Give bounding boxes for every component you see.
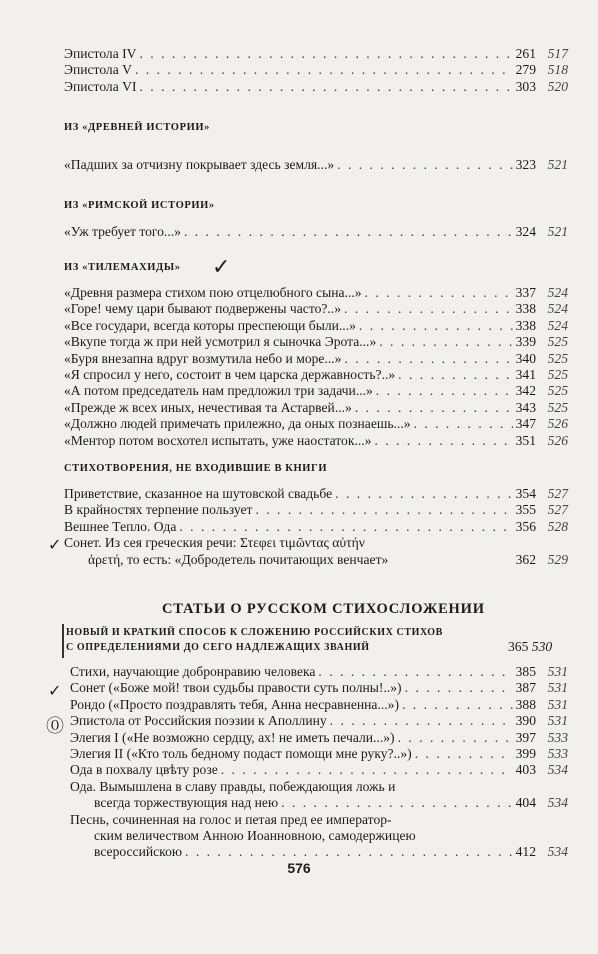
entry-page: 338 <box>515 301 536 317</box>
entry-commentary-page: 525 <box>547 350 568 366</box>
dot-leader <box>402 697 513 713</box>
dot-leader <box>281 795 512 811</box>
dot-leader <box>185 844 513 860</box>
entry-title-cont: всегда торжествующия над нею <box>94 795 279 811</box>
dot-leader <box>335 486 512 502</box>
dot-leader <box>318 664 512 680</box>
dot-leader <box>344 351 512 367</box>
toc-entry-sonnet-line2 <box>64 552 568 568</box>
toc-entry <box>64 367 568 383</box>
entry-title: Эпистола от Российския поэзии к Аполлину <box>70 713 327 729</box>
entry-title: Ода в похвалу цвѣту розе <box>70 762 218 778</box>
entry-page: 342 <box>515 383 536 399</box>
entry-page: 356 <box>515 518 536 534</box>
entry-commentary-page: 527 <box>547 502 568 518</box>
entry-commentary-page: 526 <box>547 432 568 448</box>
toc-entry <box>64 486 568 502</box>
entry-page: 354 <box>515 486 536 501</box>
entry-commentary-page: 525 <box>547 367 568 383</box>
toc-entry-sonnet-line1 <box>64 535 568 551</box>
tilemakhida-list <box>64 285 568 449</box>
entry-title: Стихи, научающие добронравию человека <box>70 664 316 679</box>
entry-title: «А потом председатель нам предложил три задачи...» <box>64 383 373 399</box>
dot-leader <box>221 762 513 778</box>
entry-title: В крайностях терпение пользует <box>64 502 253 518</box>
entry-page: 338 <box>515 317 536 333</box>
toc-entry-oda-line2 <box>70 795 568 811</box>
entry-commentary-page: 527 <box>547 486 568 501</box>
section-heading-versification: СТАТЬИ О РУССКОМ СТИХОСЛОЖЕНИИ <box>162 601 485 617</box>
dot-leader <box>398 730 513 746</box>
entry-page: 390 <box>515 713 536 729</box>
toc-entry-pesn-line3 <box>70 844 568 860</box>
dot-leader <box>405 680 513 696</box>
dot-leader <box>374 433 512 449</box>
entry-title: Рондо («Просто поздравлять тебя, Анна несравненна...») <box>70 696 399 712</box>
toc-entry <box>64 351 568 367</box>
versification-list <box>70 664 568 861</box>
entry-title: «Уж требует того...» <box>64 224 181 239</box>
entry-commentary-page: 533 <box>547 746 568 762</box>
toc-entry <box>64 318 568 334</box>
entry-page: 279 <box>515 62 536 78</box>
entry-page: 347 <box>515 416 536 432</box>
toc-entry <box>64 502 568 518</box>
entry-page: 365 <box>508 639 529 654</box>
entry-title: «Должно людей примечать прилежно, да оных познаешь...» <box>64 416 411 432</box>
toc-entry <box>64 224 568 240</box>
uncollected-poems-list <box>64 486 568 568</box>
toc-entry <box>64 62 568 78</box>
entry-title: «Буря внезапна вдруг возмутила небо и море...» <box>64 350 342 366</box>
entry-page: 337 <box>515 285 536 300</box>
handwritten-check-mark: ✓ <box>48 537 62 554</box>
section-heading-ancient-history: ИЗ «ДРЕВНЕЙ ИСТОРИИ» <box>64 122 210 133</box>
section-heading-roman-history: ИЗ «РИМСКОЙ ИСТОРИИ» <box>64 200 215 211</box>
entry-commentary-page: 524 <box>547 317 568 333</box>
toc-entry <box>64 383 568 399</box>
subsection-title-line1: НОВЫЙ И КРАТКИЙ СПОСОБ К СЛОЖЕНИЮ РОССИЙСКИХ СТИХОВ <box>66 627 443 638</box>
entry-commentary-page: 528 <box>547 518 568 534</box>
entry-page: 343 <box>515 399 536 415</box>
dot-leader <box>359 318 513 334</box>
dot-leader <box>140 79 513 95</box>
entry-page: 404 <box>515 795 536 811</box>
dot-leader <box>365 285 513 301</box>
page-number: 576 <box>287 860 311 876</box>
entry-title: Вешнее Тепло. Ода <box>64 518 177 534</box>
entry-commentary-page: 521 <box>547 157 568 172</box>
entry-commentary-page: 534 <box>547 795 568 811</box>
entry-page: 397 <box>515 729 536 745</box>
entry-page: 388 <box>515 696 536 712</box>
dot-leader <box>337 157 512 173</box>
entry-title: «Падших за отчизну покрывает здесь земля...» <box>64 157 335 172</box>
entry-title: Ода. Вымышлена в славу правды, побеждающия ложь и <box>70 778 396 794</box>
entry-page: 362 <box>515 551 536 567</box>
handwritten-check-mark: ✓ <box>48 683 62 700</box>
toc-entry <box>70 680 568 696</box>
toc-entry <box>64 157 568 173</box>
entry-title: «Вкупе тогда ж при ней усмотрил я сыночка Эрота...» <box>64 334 377 350</box>
entry-commentary-page: 525 <box>547 399 568 415</box>
dot-leader <box>415 746 513 762</box>
dot-leader <box>344 301 513 317</box>
toc-entry <box>64 301 568 317</box>
entry-title: «Ментор потом восхотел испытать, уже наостаток...» <box>64 432 372 448</box>
entry-page: 339 <box>515 334 536 350</box>
dot-leader <box>414 416 513 432</box>
toc-entry <box>64 334 568 350</box>
entry-title: Приветствие, сказанное на шутовской свадьбе <box>64 486 333 501</box>
toc-entry <box>64 519 568 535</box>
entry-title: «Горе! чему цари бывают подвержены часто?..» <box>64 301 342 317</box>
entry-commentary-page: 518 <box>547 62 568 78</box>
subsection-title-line2: С ОПРЕДЕЛЕНИЯМИ ДО СЕГО НАДЛЕЖАЩИХ ЗВАНИЙ <box>66 642 370 653</box>
entry-page: 385 <box>515 664 536 679</box>
dot-leader <box>179 519 512 535</box>
entry-commentary-page: 525 <box>547 383 568 399</box>
entry-title: Песнь, сочиненная на голос и петая пред ее император- <box>70 811 392 827</box>
handwritten-checkmark: ✓ <box>212 254 231 279</box>
dot-leader <box>135 62 513 78</box>
entry-title: «Все государи, всегда которы преспеющи были...» <box>64 317 356 333</box>
entry-title: «Прежде ж всех иных, нечестивая та Астарвей...» <box>64 399 352 415</box>
entry-commentary-page: 534 <box>547 844 568 860</box>
dot-leader <box>255 502 512 518</box>
entry-commentary-page: 529 <box>547 551 568 567</box>
entry-commentary-page: 525 <box>547 334 568 350</box>
subsection-pages <box>508 639 552 655</box>
handwritten-circled-check-mark: ⓪ <box>46 716 64 736</box>
entry-title: «Древня размера стихом пою отцелюбного сына...» <box>64 285 362 300</box>
entry-title: «Я спросил у него, состоит в чем царска державность?..» <box>64 367 396 383</box>
ancient-history-list <box>64 157 568 173</box>
toc-entry-oda-line1 <box>70 779 568 795</box>
toc-entry <box>70 746 568 762</box>
toc-entry <box>70 762 568 778</box>
entry-page: 323 <box>515 157 536 172</box>
entry-title: Эпистола IV <box>64 46 137 61</box>
entry-title: Эпистола VI <box>64 78 137 94</box>
toc-entry-pesn-line2 <box>70 828 568 844</box>
toc-entry <box>70 664 568 680</box>
toc-entry-pesn-line1 <box>70 812 568 828</box>
entry-commentary-page: 533 <box>547 729 568 745</box>
toc-entry <box>70 730 568 746</box>
toc-entry <box>64 433 568 449</box>
dot-leader <box>376 383 513 399</box>
toc-entry <box>64 79 568 95</box>
entry-page: 355 <box>515 502 536 518</box>
dot-leader <box>398 367 512 383</box>
entry-page: 403 <box>515 762 536 778</box>
entry-page: 399 <box>515 746 536 762</box>
entry-commentary-page: 534 <box>547 762 568 778</box>
section-heading-uncollected-poems: СТИХОТВОРЕНИЯ, НЕ ВХОДИВШИЕ В КНИГИ <box>64 463 328 474</box>
entry-commentary-page: 531 <box>547 664 568 679</box>
entry-commentary-page: 524 <box>547 301 568 317</box>
entry-page: 340 <box>515 350 536 366</box>
entry-commentary-page: 530 <box>531 639 553 654</box>
epistola-list <box>64 46 568 95</box>
entry-title: Сонет («Боже мой! твои судьбы правости суть полны!..») <box>70 680 402 696</box>
entry-commentary-page: 531 <box>547 696 568 712</box>
entry-commentary-page: 517 <box>547 46 568 61</box>
entry-title-cont: ским величеством Анною Иоанновною, самодержицею <box>94 828 416 844</box>
entry-title: Эпистола V <box>64 62 132 78</box>
entry-title: Сонет. Из сея греческия речи: Στεφει τιμῶντας αὐτήν <box>64 535 365 551</box>
toc-entry <box>64 285 568 301</box>
dot-leader <box>355 400 513 416</box>
entry-title-cont: ἀρετή, то есть: «Добродетель почитающих венчает» <box>88 551 389 567</box>
section-heading-tilemakhida: ИЗ «ТИЛЕМАХИДЫ» <box>64 262 181 273</box>
toc-entry <box>70 697 568 713</box>
dot-leader <box>379 334 512 350</box>
entry-page: 412 <box>515 844 536 860</box>
entry-page: 351 <box>515 432 536 448</box>
entry-page: 324 <box>515 224 536 239</box>
toc-entry <box>64 400 568 416</box>
entry-page: 261 <box>515 46 536 61</box>
dot-leader <box>330 713 513 729</box>
dot-leader <box>140 46 513 62</box>
entry-page: 303 <box>515 78 536 94</box>
entry-title: Элегия I («Не возможно сердцу, ах! не иметь печали...») <box>70 729 395 745</box>
roman-history-list <box>64 224 568 240</box>
pencil-margin-line <box>62 624 64 658</box>
dot-leader <box>184 224 513 240</box>
toc-entry <box>64 46 568 62</box>
entry-page: 341 <box>515 367 536 383</box>
toc-entry <box>64 416 568 432</box>
toc-entry <box>70 713 568 729</box>
entry-commentary-page: 531 <box>547 713 568 729</box>
entry-title: Элегия II («Кто толь бедному подаст помощи мне руку?..») <box>70 746 412 762</box>
entry-commentary-page: 531 <box>547 680 568 696</box>
entry-commentary-page: 520 <box>547 78 568 94</box>
entry-commentary-page: 524 <box>547 285 568 300</box>
entry-page: 387 <box>515 680 536 696</box>
entry-title-cont: всероссийскою <box>94 844 183 860</box>
entry-commentary-page: 521 <box>547 224 568 239</box>
entry-commentary-page: 526 <box>547 416 568 432</box>
